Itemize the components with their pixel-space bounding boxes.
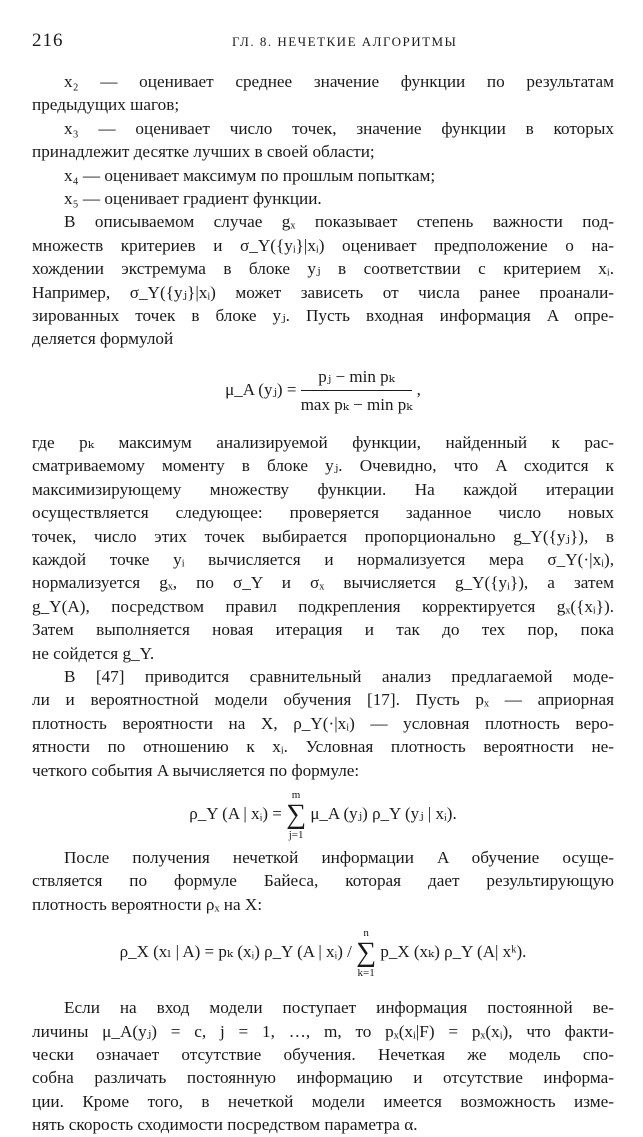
text-line: деляется формулой bbox=[32, 329, 174, 349]
eq2-sum-lower: j=1 bbox=[288, 828, 304, 841]
page-header bbox=[32, 30, 612, 54]
eq3-rhs: p_X (xₖ) ρ_Y (A| xᵏ). bbox=[380, 942, 527, 962]
eq1-denominator: max pₖ − min pₖ bbox=[300, 395, 413, 415]
text-line: хождении экстремума в блоке yⱼ в соответствии с критерием xᵢ. bbox=[32, 259, 614, 279]
eq1-tail: , bbox=[416, 379, 421, 399]
eq2-sum-upper: m bbox=[291, 788, 301, 801]
eq1-fraction bbox=[301, 365, 413, 417]
eq2-rhs: μ_A (yⱼ) ρ_Y (yⱼ | xᵢ). bbox=[310, 803, 457, 823]
text-line: ли и вероятностной модели обучения [17]. Пусть pₓ — априорная bbox=[32, 690, 614, 710]
text-line: четкого события A вычисляется по формуле: bbox=[32, 760, 360, 780]
running-title: ГЛ. 8. НЕЧЕТКИЕ АЛГОРИТМЫ bbox=[232, 34, 458, 49]
text-line: каждой точке yᵢ вычисляется и нормализуется мера σ_Y(·|xᵢ), bbox=[32, 549, 614, 569]
text-line: Например, σ_Y({yⱼ}|xᵢ) может зависеть от числа ранее проанали- bbox=[32, 282, 614, 302]
eq1-numerator: pⱼ − min pₖ bbox=[301, 365, 413, 391]
text-line: ятности по отношению к xᵢ. Условная плотность вероятности не- bbox=[32, 737, 614, 757]
eq3-sum-upper: n bbox=[363, 927, 369, 940]
text-line: плотность вероятности на X, ρ_Y(·|xᵢ) — условная плотность веро- bbox=[32, 713, 614, 733]
sigma-symbol: ∑ bbox=[286, 798, 307, 830]
text-line: x₃ — оценивает число точек, значение функции в которых bbox=[64, 118, 614, 138]
text-line: нормализуется gₓ, по σ_Y и σₓ вычисляется g_Y({yᵢ}), а затем bbox=[32, 573, 614, 593]
text-line: точек, число этих точек выбирается пропорционально g_Y({yⱼ}), в bbox=[32, 526, 614, 546]
text-line: зированных точек в блоке yⱼ. Пусть входная информация A опре- bbox=[32, 306, 614, 326]
sigma-symbol: ∑ bbox=[356, 937, 377, 969]
text-line: x₂ — оценивает среднее значение функции по результатам bbox=[64, 72, 614, 91]
text-line: плотность вероятности ρₓ на X: bbox=[32, 894, 263, 914]
eq1-lhs: μ_A (yⱼ) = bbox=[225, 379, 297, 399]
text-line: предыдущих шагов; bbox=[32, 95, 180, 115]
text-line: x₅ — оценивает градиент функции. bbox=[64, 189, 322, 209]
text-line: множеств критериев и σ_Y({yᵢ}|xᵢ) оценивает предположение о на- bbox=[32, 235, 614, 255]
text-line: ствляется по формуле Байеса, которая дает результирующую bbox=[32, 871, 614, 891]
text-line: ции. Кроме того, в нечеткой модели имеется возможность изме- bbox=[32, 1091, 614, 1111]
page-number: 216 bbox=[32, 30, 64, 51]
text-line: принадлежит десятке лучших в своей области; bbox=[32, 142, 375, 162]
text-line: осуществляется следующее: проверяется заданное число новых bbox=[32, 503, 614, 523]
text-line: После получения нечеткой информации A обучение осуще- bbox=[64, 847, 614, 867]
text-line: чески означает отсутствие обучения. Нечеткая же модель спо- bbox=[32, 1045, 614, 1064]
text-line: не сойдется g_Y. bbox=[32, 643, 155, 663]
text-line: собна различать постоянную информацию и отсутствие информа- bbox=[32, 1068, 614, 1088]
eq3-lhs: ρ_X (xₗ | A) = pₖ (xᵢ) ρ_Y (A | xᵢ) / bbox=[119, 942, 352, 962]
text-line: Если на вход модели поступает информация постоянной ве- bbox=[64, 998, 614, 1018]
equation-membership bbox=[32, 351, 614, 431]
equation-bayes bbox=[32, 916, 614, 996]
eq2-lhs: ρ_Y (A | xᵢ) = bbox=[189, 803, 282, 823]
text-line: где pₖ максимум анализируемой функции, найденный к рас- bbox=[32, 432, 614, 452]
page-body bbox=[32, 70, 614, 1137]
eq3-summation bbox=[356, 926, 376, 980]
text-line: нять скорость сходимости посредством параметра α. bbox=[32, 1115, 418, 1135]
text-line: максимизирующему множеству функции. На каждой итерации bbox=[32, 479, 614, 499]
text-line: x₄ — оценивает максимум по прошлым попыткам; bbox=[64, 165, 436, 185]
text-line: сматриваемому моменту в блоке yⱼ. Очевидно, что A сходится к bbox=[32, 456, 614, 476]
eq2-summation bbox=[286, 788, 306, 842]
text-line: В описываемом случае gₓ показывает степень важности под- bbox=[64, 212, 614, 232]
eq3-sum-lower: k=1 bbox=[357, 967, 375, 980]
text-line: g_Y(A), посредством правил подкрепления корректируется gₓ({xᵢ}). bbox=[32, 596, 614, 616]
text-line: В [47] приводится сравнительный анализ предлагаемой моде- bbox=[64, 666, 614, 686]
equation-conditional-density bbox=[32, 782, 614, 846]
text-line: личины μ_A(yⱼ) = c, j = 1, …, m, то pₓ(xᵢ|F) = pₓ(xᵢ), что факти- bbox=[32, 1021, 614, 1041]
text-line: Затем выполняется новая итерация и так до тех пор, пока bbox=[32, 620, 614, 640]
